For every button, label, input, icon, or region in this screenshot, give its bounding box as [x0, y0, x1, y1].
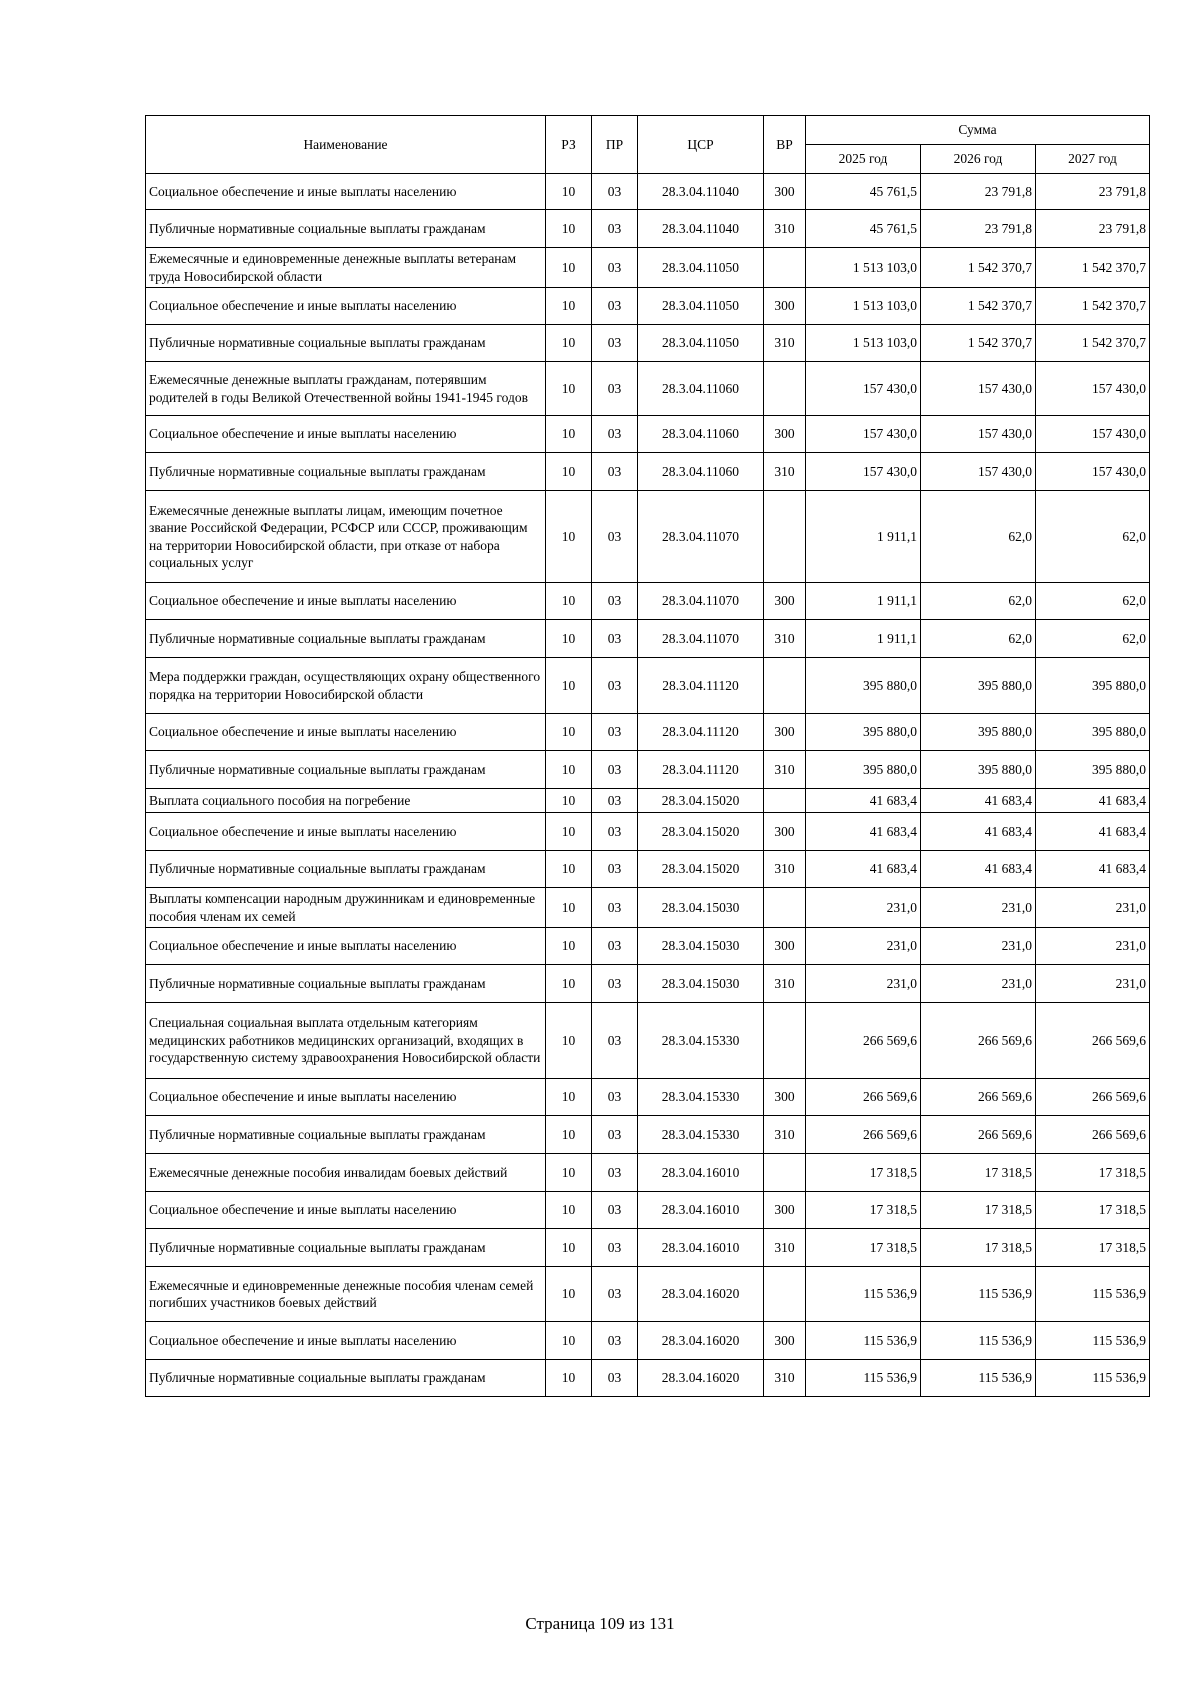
table-row — [146, 362, 1150, 416]
cell-name: Социальное обеспечение и иные выплаты населению — [146, 583, 546, 620]
table-body — [146, 174, 1150, 1397]
cell-name: Социальное обеспечение и иные выплаты населению — [146, 813, 546, 851]
cell-pr: 03 — [592, 751, 638, 789]
cell-vr: 300 — [764, 174, 806, 210]
cell-vr: 300 — [764, 416, 806, 453]
table-row — [146, 620, 1150, 658]
cell-2025: 1 911,1 — [806, 620, 921, 658]
cell-2027: 41 683,4 — [1036, 789, 1150, 813]
cell-vr: 310 — [764, 1116, 806, 1154]
cell-2027: 23 791,8 — [1036, 174, 1150, 210]
cell-2025: 1 513 103,0 — [806, 288, 921, 325]
cell-2027: 115 536,9 — [1036, 1267, 1150, 1322]
cell-2026: 41 683,4 — [921, 851, 1036, 888]
cell-name: Ежемесячные денежные выплаты лицам, имеющим почетное звание Российской Федерации, РСФСР или СССР, проживающим на территории Новосибирской области, при отказе от набора социальных услуг — [146, 491, 546, 583]
cell-name: Социальное обеспечение и иные выплаты населению — [146, 1322, 546, 1360]
header-year-2026: 2026 год — [921, 145, 1036, 174]
cell-csr: 28.3.04.11070 — [638, 491, 764, 583]
cell-vr: 310 — [764, 1360, 806, 1397]
cell-2025: 231,0 — [806, 928, 921, 965]
table-row — [146, 1116, 1150, 1154]
cell-csr: 28.3.04.11050 — [638, 325, 764, 362]
cell-csr: 28.3.04.11120 — [638, 714, 764, 751]
cell-2025: 157 430,0 — [806, 362, 921, 416]
cell-2025: 17 318,5 — [806, 1192, 921, 1229]
cell-rz: 10 — [546, 813, 592, 851]
header-year-2027: 2027 год — [1036, 145, 1150, 174]
cell-2025: 157 430,0 — [806, 453, 921, 491]
cell-2027: 115 536,9 — [1036, 1322, 1150, 1360]
cell-rz: 10 — [546, 965, 592, 1003]
cell-name: Ежемесячные и единовременные денежные выплаты ветеранам труда Новосибирской области — [146, 248, 546, 288]
cell-vr: 310 — [764, 325, 806, 362]
table-row — [146, 965, 1150, 1003]
cell-vr: 300 — [764, 288, 806, 325]
cell-rz: 10 — [546, 1079, 592, 1116]
cell-2025: 41 683,4 — [806, 789, 921, 813]
cell-2025: 266 569,6 — [806, 1003, 921, 1079]
cell-csr: 28.3.04.15330 — [638, 1116, 764, 1154]
cell-csr: 28.3.04.15330 — [638, 1003, 764, 1079]
cell-csr: 28.3.04.16020 — [638, 1360, 764, 1397]
cell-2026: 266 569,6 — [921, 1116, 1036, 1154]
cell-2026: 23 791,8 — [921, 210, 1036, 248]
table-row — [146, 1154, 1150, 1192]
cell-2026: 1 542 370,7 — [921, 325, 1036, 362]
cell-2026: 17 318,5 — [921, 1192, 1036, 1229]
cell-2026: 266 569,6 — [921, 1003, 1036, 1079]
cell-2025: 17 318,5 — [806, 1229, 921, 1267]
cell-csr: 28.3.04.11070 — [638, 620, 764, 658]
table-row — [146, 248, 1150, 288]
cell-2027: 41 683,4 — [1036, 813, 1150, 851]
cell-pr: 03 — [592, 491, 638, 583]
cell-pr: 03 — [592, 928, 638, 965]
cell-csr: 28.3.04.15030 — [638, 928, 764, 965]
cell-name: Социальное обеспечение и иные выплаты населению — [146, 928, 546, 965]
cell-vr: 300 — [764, 714, 806, 751]
cell-2025: 231,0 — [806, 888, 921, 928]
cell-csr: 28.3.04.11060 — [638, 416, 764, 453]
cell-2026: 17 318,5 — [921, 1154, 1036, 1192]
cell-pr: 03 — [592, 851, 638, 888]
cell-name: Публичные нормативные социальные выплаты гражданам — [146, 453, 546, 491]
cell-vr — [764, 1267, 806, 1322]
cell-vr — [764, 248, 806, 288]
cell-name: Мера поддержки граждан, осуществляющих охрану общественного порядка на территории Новосибирской области — [146, 658, 546, 714]
cell-vr: 310 — [764, 851, 806, 888]
cell-name: Социальное обеспечение и иные выплаты населению — [146, 1079, 546, 1116]
table-row — [146, 928, 1150, 965]
cell-2026: 157 430,0 — [921, 362, 1036, 416]
cell-pr: 03 — [592, 1360, 638, 1397]
cell-2025: 157 430,0 — [806, 416, 921, 453]
table-row — [146, 174, 1150, 210]
header-vr: ВР — [764, 116, 806, 174]
cell-name: Ежемесячные денежные пособия инвалидам боевых действий — [146, 1154, 546, 1192]
cell-name: Специальная социальная выплата отдельным категориям медицинских работников медицинских организаций, входящих в государственную систему здравоохранения Новосибирской области — [146, 1003, 546, 1079]
cell-rz: 10 — [546, 1154, 592, 1192]
cell-2027: 17 318,5 — [1036, 1154, 1150, 1192]
cell-2026: 115 536,9 — [921, 1267, 1036, 1322]
table-row — [146, 1267, 1150, 1322]
header-name: Наименование — [146, 116, 546, 174]
cell-name: Ежемесячные денежные выплаты гражданам, потерявшим родителей в годы Великой Отечественной войны 1941-1945 годов — [146, 362, 546, 416]
table-row — [146, 813, 1150, 851]
table-row — [146, 714, 1150, 751]
cell-2027: 231,0 — [1036, 888, 1150, 928]
table-row — [146, 1192, 1150, 1229]
cell-csr: 28.3.04.15330 — [638, 1079, 764, 1116]
cell-csr: 28.3.04.11070 — [638, 583, 764, 620]
cell-2026: 62,0 — [921, 583, 1036, 620]
cell-2027: 17 318,5 — [1036, 1229, 1150, 1267]
cell-2026: 157 430,0 — [921, 453, 1036, 491]
cell-csr: 28.3.04.15020 — [638, 789, 764, 813]
cell-pr: 03 — [592, 416, 638, 453]
cell-2027: 62,0 — [1036, 620, 1150, 658]
cell-2027: 395 880,0 — [1036, 658, 1150, 714]
cell-pr: 03 — [592, 1154, 638, 1192]
cell-rz: 10 — [546, 1192, 592, 1229]
cell-rz: 10 — [546, 888, 592, 928]
table-row — [146, 1360, 1150, 1397]
cell-name: Социальное обеспечение и иные выплаты населению — [146, 1192, 546, 1229]
cell-rz: 10 — [546, 1267, 592, 1322]
cell-2026: 395 880,0 — [921, 751, 1036, 789]
cell-2025: 1 911,1 — [806, 583, 921, 620]
cell-2027: 115 536,9 — [1036, 1360, 1150, 1397]
cell-rz: 10 — [546, 453, 592, 491]
cell-2025: 266 569,6 — [806, 1116, 921, 1154]
cell-rz: 10 — [546, 1003, 592, 1079]
cell-csr: 28.3.04.11040 — [638, 210, 764, 248]
cell-2027: 41 683,4 — [1036, 851, 1150, 888]
cell-csr: 28.3.04.11120 — [638, 751, 764, 789]
cell-2027: 157 430,0 — [1036, 362, 1150, 416]
cell-2025: 1 911,1 — [806, 491, 921, 583]
cell-2025: 115 536,9 — [806, 1267, 921, 1322]
cell-csr: 28.3.04.11060 — [638, 362, 764, 416]
cell-name: Публичные нормативные социальные выплаты гражданам — [146, 1360, 546, 1397]
cell-vr: 300 — [764, 1192, 806, 1229]
cell-vr: 300 — [764, 928, 806, 965]
cell-pr: 03 — [592, 1322, 638, 1360]
cell-pr: 03 — [592, 1192, 638, 1229]
cell-rz: 10 — [546, 658, 592, 714]
cell-csr: 28.3.04.11050 — [638, 288, 764, 325]
cell-csr: 28.3.04.11060 — [638, 453, 764, 491]
cell-rz: 10 — [546, 174, 592, 210]
cell-rz: 10 — [546, 362, 592, 416]
cell-2027: 1 542 370,7 — [1036, 248, 1150, 288]
table-row — [146, 1229, 1150, 1267]
cell-2026: 115 536,9 — [921, 1322, 1036, 1360]
cell-2026: 157 430,0 — [921, 416, 1036, 453]
cell-vr — [764, 1003, 806, 1079]
cell-2025: 395 880,0 — [806, 751, 921, 789]
cell-pr: 03 — [592, 248, 638, 288]
cell-vr: 310 — [764, 751, 806, 789]
cell-name: Социальное обеспечение и иные выплаты населению — [146, 416, 546, 453]
cell-name: Социальное обеспечение и иные выплаты населению — [146, 174, 546, 210]
cell-2027: 231,0 — [1036, 928, 1150, 965]
table-row — [146, 851, 1150, 888]
cell-2027: 266 569,6 — [1036, 1079, 1150, 1116]
cell-2025: 395 880,0 — [806, 658, 921, 714]
cell-pr: 03 — [592, 1003, 638, 1079]
cell-pr: 03 — [592, 210, 638, 248]
cell-csr: 28.3.04.11040 — [638, 174, 764, 210]
cell-pr: 03 — [592, 1229, 638, 1267]
cell-2025: 45 761,5 — [806, 174, 921, 210]
cell-vr: 310 — [764, 210, 806, 248]
table-row — [146, 1322, 1150, 1360]
cell-2027: 62,0 — [1036, 491, 1150, 583]
cell-rz: 10 — [546, 325, 592, 362]
cell-name: Публичные нормативные социальные выплаты гражданам — [146, 210, 546, 248]
cell-pr: 03 — [592, 1267, 638, 1322]
cell-pr: 03 — [592, 965, 638, 1003]
table-row — [146, 751, 1150, 789]
table-row — [146, 658, 1150, 714]
cell-csr: 28.3.04.15020 — [638, 813, 764, 851]
cell-2025: 395 880,0 — [806, 714, 921, 751]
table-row — [146, 325, 1150, 362]
cell-csr: 28.3.04.16010 — [638, 1154, 764, 1192]
cell-vr: 300 — [764, 1079, 806, 1116]
table-row — [146, 288, 1150, 325]
cell-rz: 10 — [546, 751, 592, 789]
cell-rz: 10 — [546, 1116, 592, 1154]
cell-csr: 28.3.04.16020 — [638, 1322, 764, 1360]
cell-2025: 115 536,9 — [806, 1360, 921, 1397]
cell-rz: 10 — [546, 491, 592, 583]
cell-vr — [764, 362, 806, 416]
cell-pr: 03 — [592, 813, 638, 851]
cell-name: Социальное обеспечение и иные выплаты населению — [146, 288, 546, 325]
cell-vr: 310 — [764, 453, 806, 491]
cell-2027: 157 430,0 — [1036, 416, 1150, 453]
cell-2027: 62,0 — [1036, 583, 1150, 620]
cell-rz: 10 — [546, 928, 592, 965]
cell-2026: 1 542 370,7 — [921, 248, 1036, 288]
cell-pr: 03 — [592, 789, 638, 813]
cell-name: Публичные нормативные социальные выплаты гражданам — [146, 1116, 546, 1154]
cell-2025: 266 569,6 — [806, 1079, 921, 1116]
cell-pr: 03 — [592, 888, 638, 928]
cell-2025: 1 513 103,0 — [806, 325, 921, 362]
cell-pr: 03 — [592, 453, 638, 491]
table-row — [146, 789, 1150, 813]
table-row — [146, 491, 1150, 583]
cell-name: Публичные нормативные социальные выплаты гражданам — [146, 325, 546, 362]
header-csr: ЦСР — [638, 116, 764, 174]
cell-2026: 23 791,8 — [921, 174, 1036, 210]
cell-2026: 115 536,9 — [921, 1360, 1036, 1397]
page-number: Страница 109 из 131 — [525, 1614, 675, 1633]
cell-pr: 03 — [592, 1079, 638, 1116]
cell-rz: 10 — [546, 248, 592, 288]
cell-csr: 28.3.04.15020 — [638, 851, 764, 888]
cell-2027: 395 880,0 — [1036, 714, 1150, 751]
table-row — [146, 888, 1150, 928]
cell-vr — [764, 1154, 806, 1192]
cell-vr: 310 — [764, 965, 806, 1003]
cell-name: Публичные нормативные социальные выплаты гражданам — [146, 1229, 546, 1267]
cell-2025: 115 536,9 — [806, 1322, 921, 1360]
cell-name: Выплата социального пособия на погребение — [146, 789, 546, 813]
cell-rz: 10 — [546, 714, 592, 751]
cell-2026: 395 880,0 — [921, 714, 1036, 751]
cell-vr — [764, 491, 806, 583]
cell-rz: 10 — [546, 1229, 592, 1267]
header-pr: ПР — [592, 116, 638, 174]
cell-2026: 17 318,5 — [921, 1229, 1036, 1267]
cell-2027: 395 880,0 — [1036, 751, 1150, 789]
cell-2027: 266 569,6 — [1036, 1116, 1150, 1154]
cell-2025: 17 318,5 — [806, 1154, 921, 1192]
cell-2027: 17 318,5 — [1036, 1192, 1150, 1229]
table-row — [146, 583, 1150, 620]
cell-pr: 03 — [592, 714, 638, 751]
cell-csr: 28.3.04.15030 — [638, 888, 764, 928]
cell-2026: 231,0 — [921, 888, 1036, 928]
cell-2026: 41 683,4 — [921, 789, 1036, 813]
table-header — [146, 116, 1150, 174]
cell-pr: 03 — [592, 658, 638, 714]
cell-2027: 23 791,8 — [1036, 210, 1150, 248]
cell-rz: 10 — [546, 288, 592, 325]
cell-2025: 231,0 — [806, 965, 921, 1003]
cell-name: Публичные нормативные социальные выплаты гражданам — [146, 851, 546, 888]
cell-vr: 300 — [764, 583, 806, 620]
header-sum: Сумма — [806, 116, 1150, 145]
cell-pr: 03 — [592, 362, 638, 416]
cell-2027: 266 569,6 — [1036, 1003, 1150, 1079]
cell-2025: 45 761,5 — [806, 210, 921, 248]
table-row — [146, 210, 1150, 248]
cell-name: Выплаты компенсации народным дружинникам и единовременные пособия членам их семей — [146, 888, 546, 928]
cell-2025: 41 683,4 — [806, 813, 921, 851]
cell-2025: 1 513 103,0 — [806, 248, 921, 288]
cell-pr: 03 — [592, 583, 638, 620]
cell-pr: 03 — [592, 620, 638, 658]
cell-vr: 300 — [764, 1322, 806, 1360]
cell-name: Публичные нормативные социальные выплаты гражданам — [146, 620, 546, 658]
cell-2026: 231,0 — [921, 965, 1036, 1003]
cell-rz: 10 — [546, 789, 592, 813]
cell-vr — [764, 888, 806, 928]
cell-2026: 395 880,0 — [921, 658, 1036, 714]
cell-vr: 310 — [764, 620, 806, 658]
cell-pr: 03 — [592, 288, 638, 325]
budget-table — [145, 115, 1150, 1397]
header-rz: РЗ — [546, 116, 592, 174]
cell-csr: 28.3.04.16010 — [638, 1229, 764, 1267]
cell-csr: 28.3.04.15030 — [638, 965, 764, 1003]
table-row — [146, 1003, 1150, 1079]
cell-name: Публичные нормативные социальные выплаты гражданам — [146, 965, 546, 1003]
cell-name: Публичные нормативные социальные выплаты гражданам — [146, 751, 546, 789]
cell-name: Ежемесячные и единовременные денежные пособия членам семей погибших участников боевых действий — [146, 1267, 546, 1322]
cell-rz: 10 — [546, 851, 592, 888]
cell-rz: 10 — [546, 583, 592, 620]
cell-csr: 28.3.04.11120 — [638, 658, 764, 714]
cell-pr: 03 — [592, 174, 638, 210]
cell-csr: 28.3.04.16010 — [638, 1192, 764, 1229]
cell-2026: 266 569,6 — [921, 1079, 1036, 1116]
table-row — [146, 416, 1150, 453]
cell-2026: 1 542 370,7 — [921, 288, 1036, 325]
cell-2027: 157 430,0 — [1036, 453, 1150, 491]
cell-rz: 10 — [546, 416, 592, 453]
cell-vr — [764, 658, 806, 714]
cell-2026: 62,0 — [921, 620, 1036, 658]
cell-2027: 1 542 370,7 — [1036, 325, 1150, 362]
cell-pr: 03 — [592, 325, 638, 362]
cell-2027: 1 542 370,7 — [1036, 288, 1150, 325]
table-row — [146, 1079, 1150, 1116]
cell-csr: 28.3.04.11050 — [638, 248, 764, 288]
cell-2026: 231,0 — [921, 928, 1036, 965]
header-year-2025: 2025 год — [806, 145, 921, 174]
cell-rz: 10 — [546, 210, 592, 248]
table-row — [146, 453, 1150, 491]
cell-name: Социальное обеспечение и иные выплаты населению — [146, 714, 546, 751]
cell-rz: 10 — [546, 1322, 592, 1360]
cell-2026: 62,0 — [921, 491, 1036, 583]
cell-vr — [764, 789, 806, 813]
cell-rz: 10 — [546, 620, 592, 658]
cell-2025: 41 683,4 — [806, 851, 921, 888]
cell-rz: 10 — [546, 1360, 592, 1397]
cell-vr: 310 — [764, 1229, 806, 1267]
cell-pr: 03 — [592, 1116, 638, 1154]
cell-csr: 28.3.04.16020 — [638, 1267, 764, 1322]
cell-vr: 300 — [764, 813, 806, 851]
cell-2027: 231,0 — [1036, 965, 1150, 1003]
cell-2026: 41 683,4 — [921, 813, 1036, 851]
